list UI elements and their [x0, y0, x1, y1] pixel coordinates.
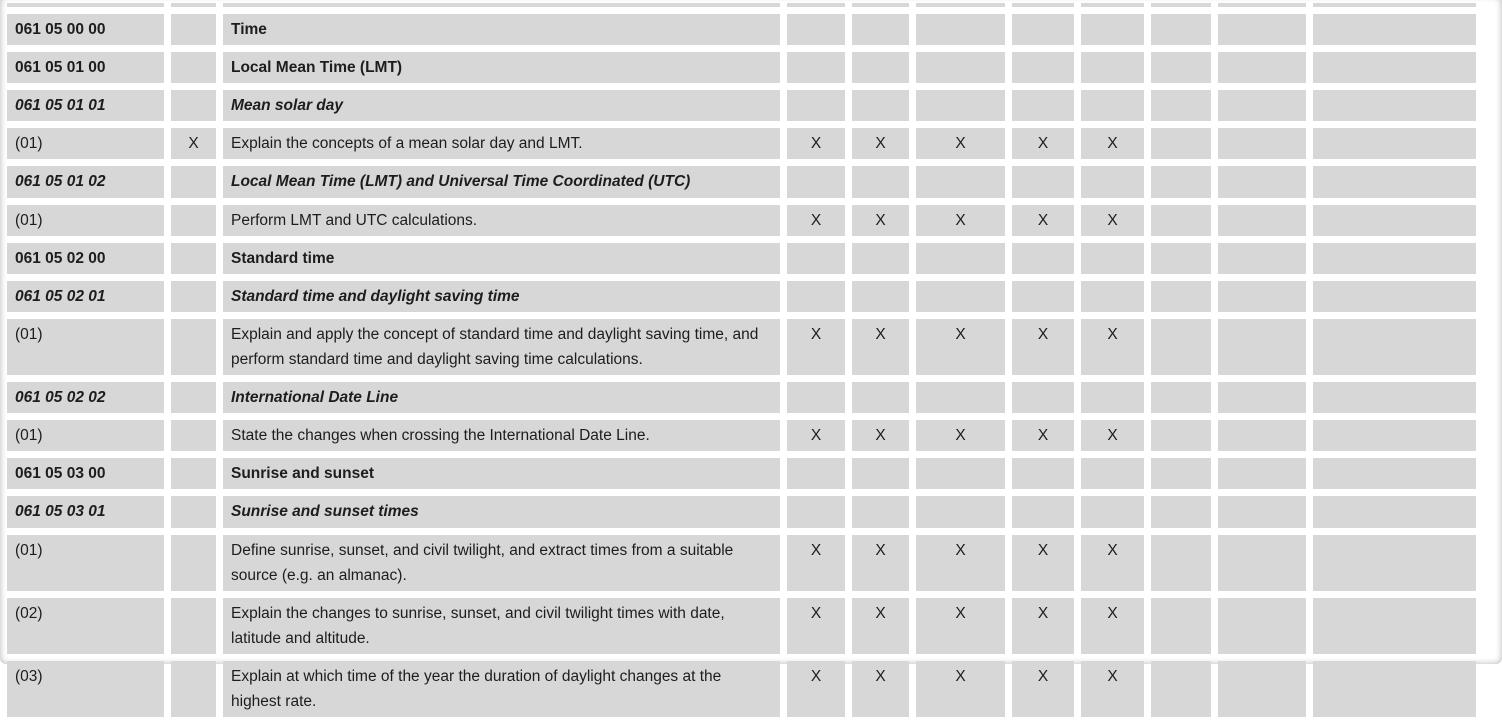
syllabus-code-cell: 061 05 02 01 [7, 281, 164, 312]
mark-cell [1218, 90, 1306, 121]
mark-cell: X [1012, 420, 1074, 451]
mark-cell [1012, 166, 1074, 197]
mark-cell [1151, 598, 1211, 654]
mark-cell [1081, 52, 1144, 83]
mark-cell [787, 281, 845, 312]
mark-cell: X [787, 205, 845, 236]
syllabus-code-cell: 061 05 02 02 [7, 382, 164, 413]
syllabus-code-cell: 061 05 00 00 [7, 14, 164, 45]
ref-mark-cell [171, 598, 216, 654]
mark-cell [1151, 420, 1211, 451]
ref-mark-cell [171, 243, 216, 274]
description-cell: Standard time [223, 243, 780, 274]
mark-cell [1313, 382, 1476, 413]
mark-cell [852, 90, 909, 121]
mark-cell [1313, 598, 1476, 654]
mark-cell [1313, 205, 1476, 236]
mark-cell [1218, 661, 1306, 717]
table-row [7, 458, 1476, 489]
mark-cell [1313, 166, 1476, 197]
mark-cell [1218, 598, 1306, 654]
mark-cell [1151, 14, 1211, 45]
mark-cell [1151, 281, 1211, 312]
mark-cell: X [787, 319, 845, 375]
table-row [7, 52, 1476, 83]
mark-cell: X [787, 598, 845, 654]
mark-cell [1218, 496, 1306, 527]
mark-cell [1218, 382, 1306, 413]
ref-mark-cell [171, 420, 216, 451]
mark-cell: X [1012, 205, 1074, 236]
mark-cell [787, 382, 845, 413]
mark-cell [1081, 382, 1144, 413]
ref-mark-cell [171, 458, 216, 489]
description-cell: Sunrise and sunset [223, 458, 780, 489]
mark-cell [787, 166, 845, 197]
mark-cell [1218, 281, 1306, 312]
table-row [7, 243, 1476, 274]
mark-cell [1012, 243, 1074, 274]
mark-cell [1218, 319, 1306, 375]
mark-cell [1313, 661, 1476, 717]
mark-cell [852, 14, 909, 45]
mark-cell [1081, 243, 1144, 274]
mark-cell: X [1012, 598, 1074, 654]
partial-row-top [7, 3, 1476, 7]
description-cell: Local Mean Time (LMT) [223, 52, 780, 83]
mark-cell: X [1012, 661, 1074, 717]
mark-cell [1218, 128, 1306, 159]
table-row [7, 661, 1476, 717]
mark-cell [1313, 14, 1476, 45]
mark-cell: X [787, 535, 845, 591]
mark-cell [1218, 420, 1306, 451]
table-row [7, 128, 1476, 159]
ref-mark-cell [171, 205, 216, 236]
table-row [7, 281, 1476, 312]
mark-cell [852, 382, 909, 413]
mark-cell [916, 458, 1005, 489]
table-row [7, 14, 1476, 45]
mark-cell [1012, 14, 1074, 45]
mark-cell [1012, 90, 1074, 121]
mark-cell [1313, 281, 1476, 312]
partial-cell [852, 3, 909, 7]
table-row [7, 319, 1476, 375]
description-cell: Local Mean Time (LMT) and Universal Time Coordinated (UTC) [223, 166, 780, 197]
mark-cell [1313, 319, 1476, 375]
ref-mark-cell [171, 166, 216, 197]
table-row [7, 535, 1476, 591]
ref-mark-cell [171, 52, 216, 83]
mark-cell: X [1081, 420, 1144, 451]
description-cell: Explain the changes to sunrise, sunset, and civil twilight times with date, latitude and altitude. [223, 598, 780, 654]
mark-cell [1081, 90, 1144, 121]
syllabus-code-cell: (02) [7, 598, 164, 654]
mark-cell [852, 281, 909, 312]
description-cell: Define sunrise, sunset, and civil twilight, and extract times from a suitable source (e.g. an almanac). [223, 535, 780, 591]
mark-cell [916, 281, 1005, 312]
mark-cell: X [787, 420, 845, 451]
mark-cell: X [916, 205, 1005, 236]
syllabus-code-cell: (01) [7, 319, 164, 375]
mark-cell [787, 458, 845, 489]
mark-cell: X [916, 598, 1005, 654]
mark-cell [1012, 52, 1074, 83]
mark-cell [787, 90, 845, 121]
mark-cell [852, 458, 909, 489]
mark-cell [1313, 243, 1476, 274]
ref-mark-cell [171, 14, 216, 45]
mark-cell [1012, 382, 1074, 413]
mark-cell [1313, 128, 1476, 159]
mark-cell: X [916, 319, 1005, 375]
mark-cell [852, 496, 909, 527]
mark-cell: X [852, 535, 909, 591]
ref-mark-cell: X [171, 128, 216, 159]
table-row [7, 420, 1476, 451]
mark-cell [852, 52, 909, 83]
mark-cell [1313, 496, 1476, 527]
mark-cell [1012, 281, 1074, 312]
mark-cell [1218, 205, 1306, 236]
ref-mark-cell [171, 281, 216, 312]
mark-cell: X [787, 128, 845, 159]
partial-cell [1012, 3, 1074, 7]
description-cell: Explain the concepts of a mean solar day and LMT. [223, 128, 780, 159]
syllabus-code-cell: (01) [7, 420, 164, 451]
table-row [7, 496, 1476, 527]
mark-cell [1218, 243, 1306, 274]
description-cell: International Date Line [223, 382, 780, 413]
partial-cell [223, 3, 780, 7]
mark-cell [1313, 458, 1476, 489]
ref-mark-cell [171, 496, 216, 527]
mark-cell: X [1012, 535, 1074, 591]
mark-cell: X [852, 128, 909, 159]
syllabus-code-cell: 061 05 03 00 [7, 458, 164, 489]
mark-cell [916, 90, 1005, 121]
mark-cell: X [1081, 205, 1144, 236]
mark-cell [1313, 90, 1476, 121]
mark-cell: X [1081, 598, 1144, 654]
mark-cell [1012, 458, 1074, 489]
table-row [7, 166, 1476, 197]
ref-mark-cell [171, 382, 216, 413]
partial-cell [7, 3, 164, 7]
mark-cell [1151, 52, 1211, 83]
ref-mark-cell [171, 535, 216, 591]
description-cell: Explain and apply the concept of standard time and daylight saving time, and perform standard time and daylight saving time calculations. [223, 319, 780, 375]
mark-cell: X [1081, 535, 1144, 591]
syllabus-code-cell: 061 05 01 00 [7, 52, 164, 83]
ref-mark-cell [171, 661, 216, 717]
mark-cell [787, 52, 845, 83]
table-row [7, 205, 1476, 236]
mark-cell: X [916, 128, 1005, 159]
mark-cell [1151, 319, 1211, 375]
mark-cell [916, 496, 1005, 527]
mark-cell [1151, 496, 1211, 527]
mark-cell [787, 243, 845, 274]
mark-cell: X [787, 661, 845, 717]
mark-cell [1313, 52, 1476, 83]
partial-cell [787, 3, 845, 7]
mark-cell [1151, 205, 1211, 236]
mark-cell [916, 52, 1005, 83]
table-body [7, 3, 1476, 717]
syllabus-code-cell: (01) [7, 128, 164, 159]
mark-cell: X [916, 420, 1005, 451]
description-cell: Time [223, 14, 780, 45]
mark-cell [1151, 382, 1211, 413]
mark-cell [1151, 661, 1211, 717]
syllabus-code-cell: (01) [7, 205, 164, 236]
mark-cell [1081, 496, 1144, 527]
mark-cell [1012, 496, 1074, 527]
syllabus-code-cell: (01) [7, 535, 164, 591]
mark-cell [1081, 166, 1144, 197]
syllabus-code-cell: 061 05 03 01 [7, 496, 164, 527]
mark-cell [1218, 458, 1306, 489]
mark-cell [916, 243, 1005, 274]
mark-cell [1313, 535, 1476, 591]
mark-cell [916, 382, 1005, 413]
mark-cell [852, 166, 909, 197]
partial-cell [1218, 3, 1306, 7]
mark-cell [1151, 458, 1211, 489]
mark-cell [1218, 166, 1306, 197]
mark-cell [1151, 243, 1211, 274]
mark-cell [1313, 420, 1476, 451]
mark-cell [787, 14, 845, 45]
mark-cell [1081, 281, 1144, 312]
mark-cell [916, 166, 1005, 197]
mark-cell: X [1081, 319, 1144, 375]
mark-cell: X [916, 535, 1005, 591]
syllabus-code-cell: 061 05 01 02 [7, 166, 164, 197]
description-cell: Sunrise and sunset times [223, 496, 780, 527]
syllabus-code-cell: (03) [7, 661, 164, 717]
table-row [7, 90, 1476, 121]
mark-cell: X [852, 319, 909, 375]
description-cell: State the changes when crossing the International Date Line. [223, 420, 780, 451]
mark-cell: X [852, 420, 909, 451]
syllabus-code-cell: 061 05 02 00 [7, 243, 164, 274]
mark-cell [787, 496, 845, 527]
table-row [7, 598, 1476, 654]
description-cell: Mean solar day [223, 90, 780, 121]
partial-cell [1313, 3, 1476, 7]
mark-cell: X [1012, 319, 1074, 375]
mark-cell [1218, 535, 1306, 591]
mark-cell [1151, 166, 1211, 197]
mark-cell [1081, 14, 1144, 45]
table-row [7, 382, 1476, 413]
mark-cell [1151, 535, 1211, 591]
syllabus-code-cell: 061 05 01 01 [7, 90, 164, 121]
mark-cell [852, 243, 909, 274]
ref-mark-cell [171, 90, 216, 121]
partial-cell [1081, 3, 1144, 7]
ref-mark-cell [171, 319, 216, 375]
description-cell: Explain at which time of the year the duration of daylight changes at the highest rate. [223, 661, 780, 717]
mark-cell [1218, 14, 1306, 45]
mark-cell: X [1081, 128, 1144, 159]
mark-cell [1081, 458, 1144, 489]
mark-cell [1151, 90, 1211, 121]
partial-cell [916, 3, 1005, 7]
description-cell: Perform LMT and UTC calculations. [223, 205, 780, 236]
mark-cell [1151, 128, 1211, 159]
mark-cell: X [1012, 128, 1074, 159]
mark-cell: X [916, 661, 1005, 717]
mark-cell: X [852, 205, 909, 236]
partial-cell [1151, 3, 1211, 7]
mark-cell [1218, 52, 1306, 83]
mark-cell [916, 14, 1005, 45]
mark-cell: X [852, 661, 909, 717]
description-cell: Standard time and daylight saving time [223, 281, 780, 312]
mark-cell: X [852, 598, 909, 654]
mark-cell: X [1081, 661, 1144, 717]
partial-cell [171, 3, 216, 7]
